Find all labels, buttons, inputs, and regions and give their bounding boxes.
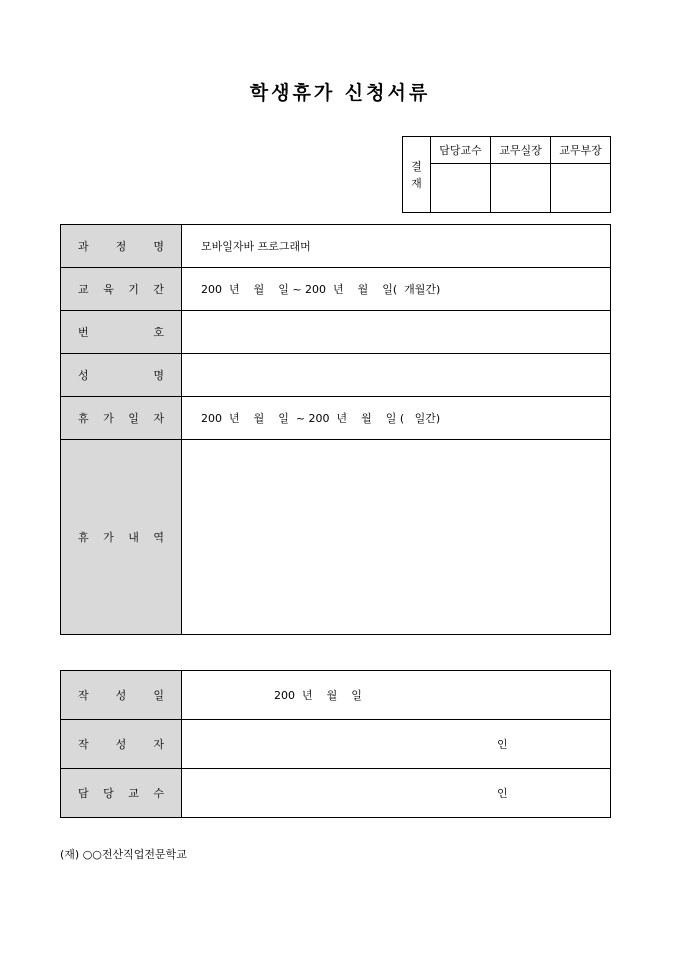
table-row [61,769,611,818]
written-date-value[interactable]: 200 년 월 일 [182,671,611,720]
table-row [61,354,611,397]
approval-sign-director[interactable] [551,164,611,213]
table-row [61,268,611,311]
leave-details-label: 휴 가 내 역 [61,440,182,635]
table-row [61,440,611,635]
leave-dates-label: 휴 가 일 자 [61,397,182,440]
approval-box [402,136,611,213]
leave-application-table [60,224,611,635]
leave-dates-value[interactable]: 200 년 월 일 ~ 200 년 월 일 ( 일간) [182,397,611,440]
approval-header-office-chief: 교무실장 [491,137,551,164]
number-label: 번 호 [61,311,182,354]
approval-side-label [403,137,431,213]
training-period-value[interactable]: 200 년 월 일 ~ 200 년 월 일( 개월간) [182,268,611,311]
approval-header-professor: 담당교수 [431,137,491,164]
writer-seal-mark: 인 [497,738,508,751]
professor-value[interactable] [182,769,611,818]
table-row [61,671,611,720]
approval-sign-office-chief[interactable] [491,164,551,213]
approval-side-char-2: 재 [411,176,422,190]
table-row [61,720,611,769]
table-row [61,311,611,354]
writer-label: 작 성 자 [61,720,182,769]
name-value[interactable] [182,354,611,397]
number-value[interactable] [182,311,611,354]
writer-value[interactable] [182,720,611,769]
signoff-table [60,670,611,818]
institution-footer: (재) ○○전산직업전문학교 [60,848,187,861]
table-row [61,225,611,268]
approval-sign-professor[interactable] [431,164,491,213]
training-period-label: 교 육 기 간 [61,268,182,311]
course-name-value[interactable]: 모바일자바 프로그래머 [182,225,611,268]
approval-side-char-1: 결 [411,159,422,173]
approval-header-director: 교무부장 [551,137,611,164]
professor-label: 담 당 교 수 [61,769,182,818]
written-date-label: 작 성 일 [61,671,182,720]
page-title: 학생휴가 신청서류 [249,82,431,104]
course-name-label: 과 정 명 [61,225,182,268]
name-label: 성 명 [61,354,182,397]
professor-seal-mark: 인 [497,787,508,800]
table-row [61,397,611,440]
leave-details-value[interactable] [182,440,611,635]
